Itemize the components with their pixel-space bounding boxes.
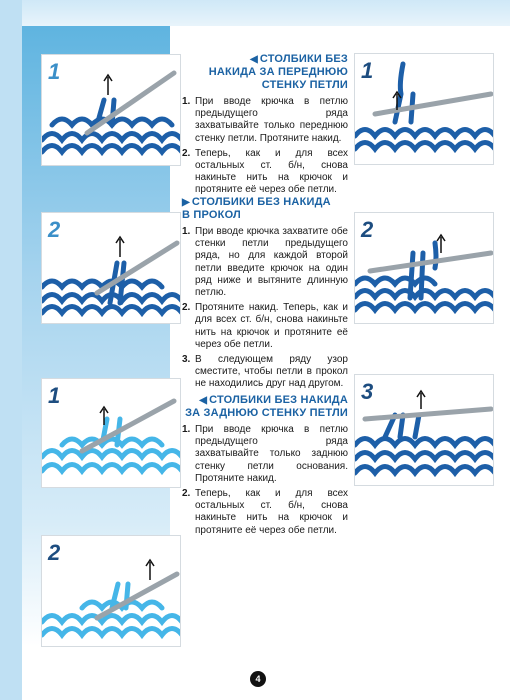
instruction-list (182, 96, 348, 197)
step-number: 2 (48, 217, 61, 242)
step-number: 3 (361, 379, 374, 404)
list-item: 2. Теперь, как и для всех остальных ст. б/н, снова накиньте нить на крючок и протяните её через обе петли. (182, 147, 348, 196)
step-number: 1 (48, 59, 61, 84)
step-number: 1 (361, 58, 374, 83)
list-item: 1. При вводе крючка в петлю предыдущего ряда захватывайте только заднюю стенку петли основания. Протяните накид. (182, 424, 348, 484)
arrow-left-icon: ◀ (249, 54, 258, 65)
arrow-left-icon: ◀ (199, 395, 208, 406)
section-title: ◀ СТОЛБИКИ БЕЗ НАКИДА ЗА ЗАДНЮЮ СТЕНКУ ПЕТЛИ (185, 394, 348, 419)
instruction-list (182, 226, 348, 391)
section-front-loop (182, 53, 348, 200)
diagram-front-loop-step-1-right (354, 53, 494, 165)
list-item: 1. При вводе крючка захватите обе стенки петли предыдущего ряда, но для каждой второй петли введите крючок на один ряд ниже и вытяните длинную петлю. (182, 226, 348, 299)
crochet-illustration (42, 213, 180, 323)
section-title: ◀ СТОЛБИКИ БЕЗ НАКИДА ЗА ПЕРЕДНЮЮ СТЕНКУ ПЕТЛИ (208, 53, 348, 91)
diagram-spike-step-2-right (354, 212, 494, 324)
list-item: 1. При вводе крючка в петлю предыдущего ряда захватывайте только переднюю стенку петли. Протяните накид. (182, 96, 348, 144)
diagram-spike-step-2 (41, 212, 181, 324)
top-band (0, 0, 510, 26)
crochet-illustration (355, 54, 493, 164)
left-band (0, 0, 22, 700)
step-number: 2 (48, 540, 61, 565)
diagram-back-loop-step-3-right (354, 374, 494, 486)
list-item: 2. Теперь, как и для всех остальных ст. б/н, снова накиньте нить на крючок и протяните её через обе петли. (182, 488, 348, 536)
instruction-list (182, 424, 348, 537)
section-back-loop (182, 394, 348, 540)
crochet-illustration (355, 213, 493, 323)
diagram-back-loop-step-2 (41, 535, 181, 647)
list-item: 3. В следующем ряду узор сместите, чтобы петли в прокол не находились друг над другом. (182, 354, 348, 390)
section-title: ▶ СТОЛБИКИ БЕЗ НАКИДА В ПРОКОЛ (182, 196, 331, 221)
diagram-front-loop-step-1 (41, 54, 181, 166)
step-number: 1 (48, 383, 61, 408)
section-spike-stitch (182, 196, 348, 394)
arrow-right-icon: ▶ (182, 197, 190, 208)
diagram-back-loop-step-1 (41, 378, 181, 488)
step-number: 2 (361, 217, 374, 242)
crochet-illustration (42, 55, 180, 165)
crochet-illustration (355, 375, 493, 485)
page-number: 4 (250, 671, 266, 687)
crochet-illustration (42, 379, 180, 487)
list-item: 2. Протяните накид. Теперь, как и для всех ст. б/н, снова накиньте нить на крючок и протяните её через обе петли. (182, 302, 348, 350)
crochet-illustration (42, 536, 180, 646)
